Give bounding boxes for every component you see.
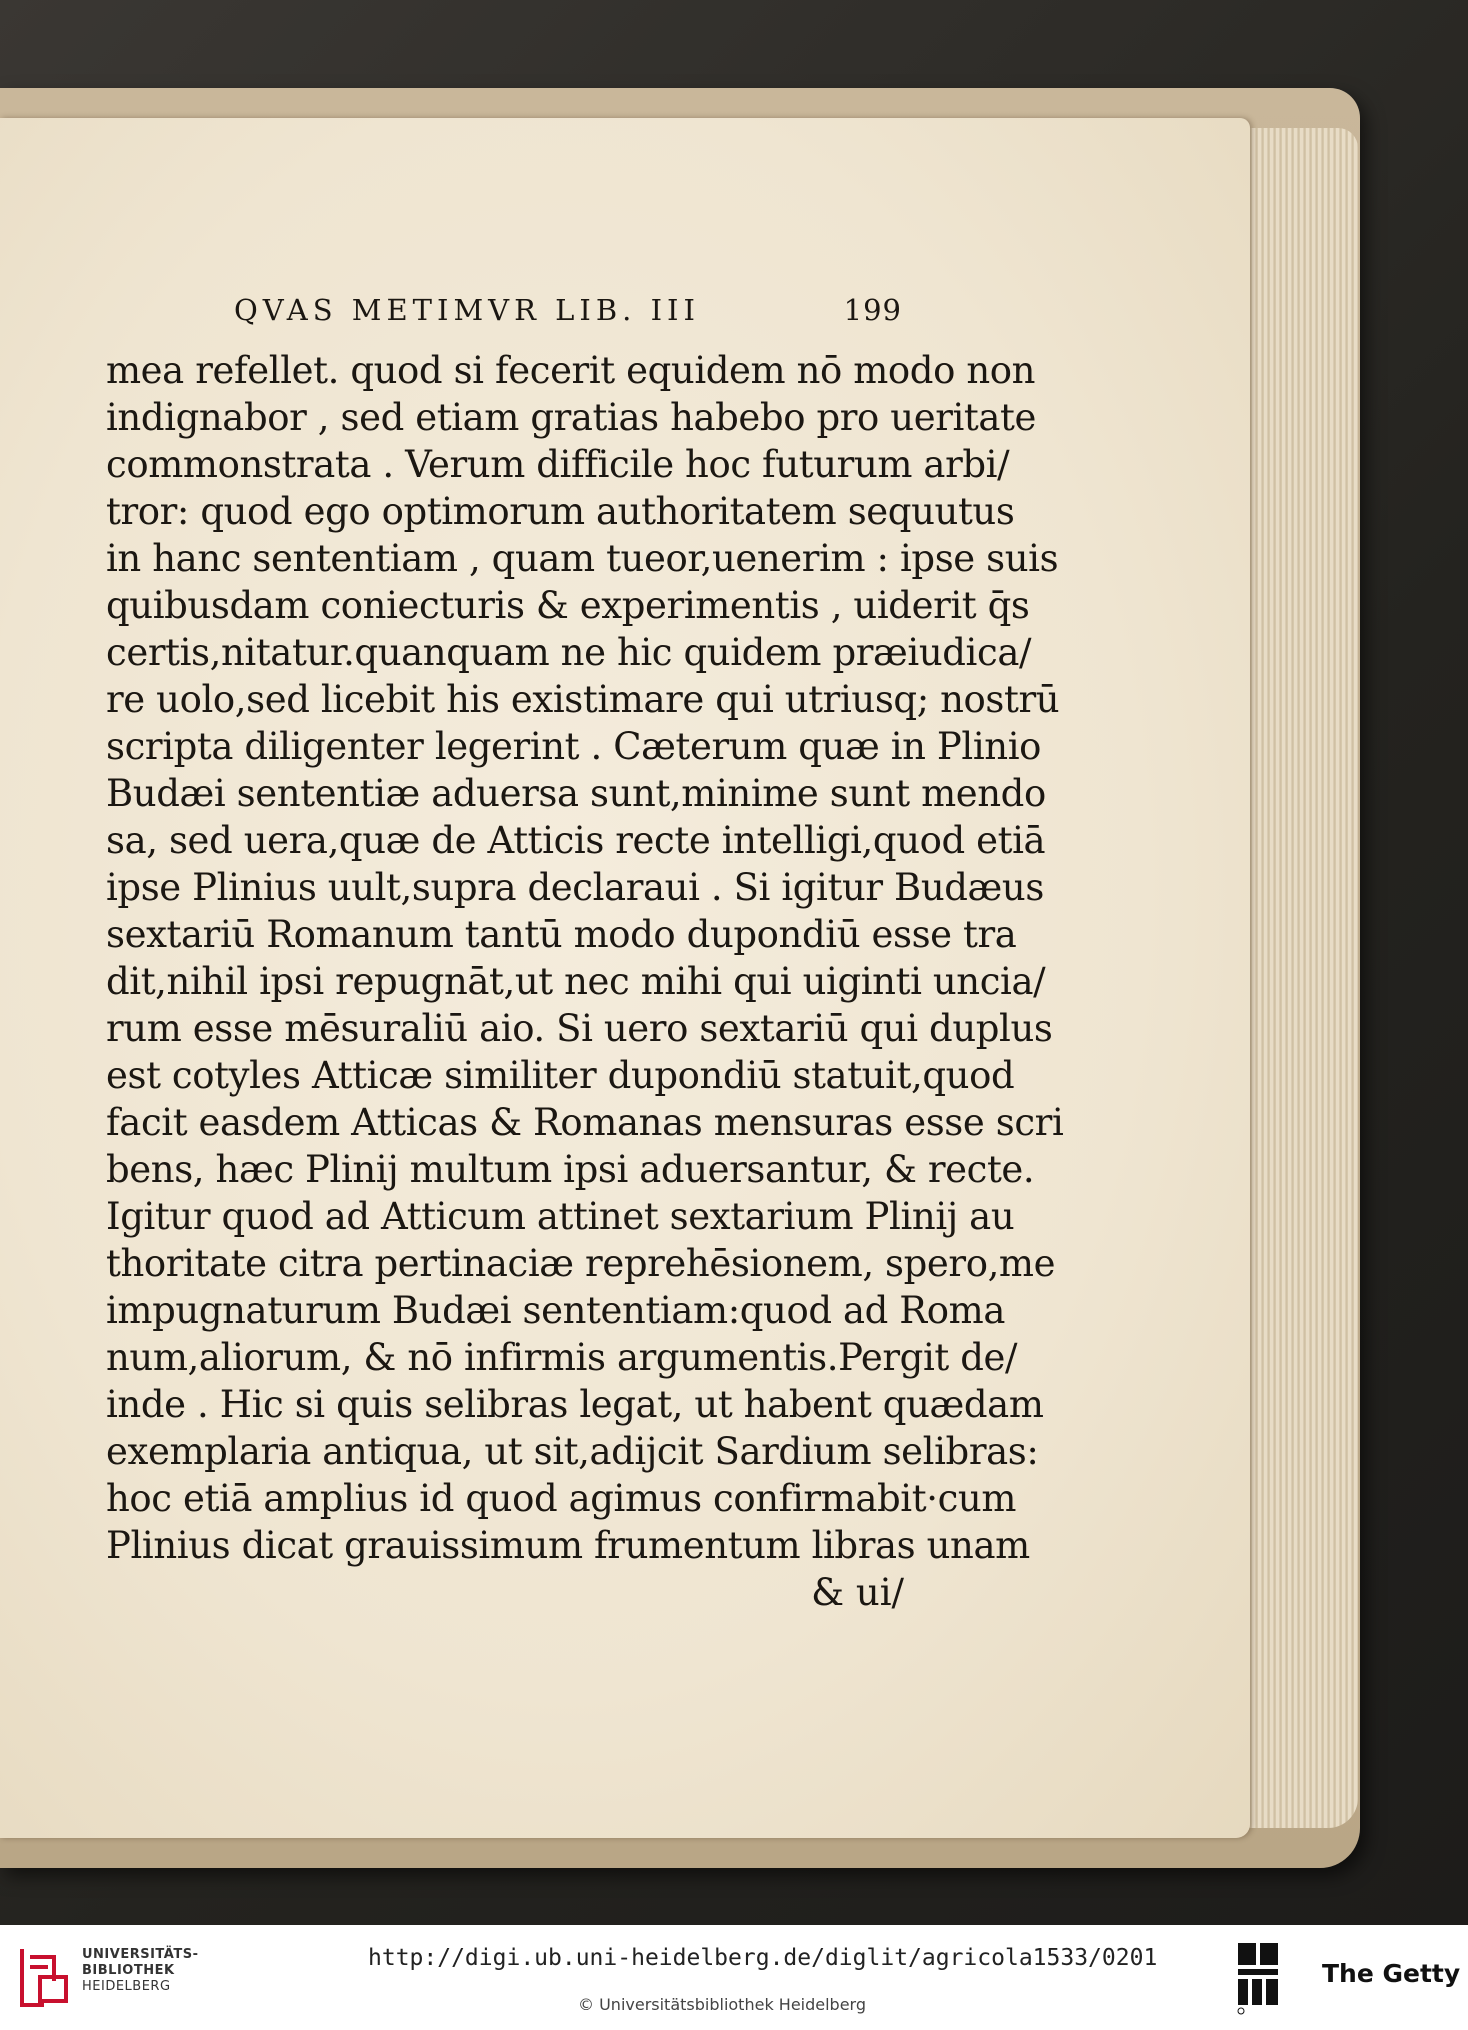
partner-name: The Getty — [1322, 1959, 1461, 1988]
library-name-line: UNIVERSITÄTS- — [82, 1947, 199, 1962]
text-line: commonstrata . Verum difficile hoc futurum arbi/ — [106, 443, 1010, 486]
copyright-notice: © Universitätsbibliothek Heidelberg — [578, 1995, 867, 2014]
book-page — [0, 118, 1250, 1838]
text-line: inde . Hic si quis selibras legat, ut habent quædam — [106, 1383, 1044, 1426]
text-line: sa, sed uera,quæ de Atticis recte intelligi,quod etiā — [106, 819, 1046, 862]
running-head — [106, 293, 906, 343]
library-city: HEIDELBERG — [82, 1979, 171, 1994]
text-line: hoc etiā amplius id quod agimus confirmabit·cum — [106, 1477, 1017, 1520]
text-line: quibusdam coniecturis & experimentis , uiderit q̄s — [106, 584, 1030, 627]
text-line: impugnaturum Budæi sententiam:quod ad Roma — [106, 1289, 1005, 1332]
text-line: certis,nitatur.quanquam ne hic quidem præiudica/ — [106, 631, 1032, 674]
text-line: thoritate citra pertinaciæ reprehēsionem, spero,me — [106, 1242, 1056, 1285]
text-line: est cotyles Atticæ similiter dupondiū statuit,quod — [106, 1054, 1015, 1097]
text-block — [106, 347, 1064, 1569]
university-library-logo-icon — [14, 1941, 74, 2013]
text-line: Igitur quod ad Atticum attinet sextarium Plinij au — [106, 1195, 1015, 1238]
library-name-line: BIBLIOTHEK — [82, 1963, 175, 1978]
text-line: tror: quod ego optimorum authoritatem sequutus — [106, 490, 1015, 533]
page-text-area — [106, 293, 1064, 1616]
page-number: 199 — [843, 293, 902, 327]
catchword: & ui/ — [811, 1571, 904, 1614]
viewer-footer — [0, 1925, 1468, 2030]
running-head-title: QVAS METIMVR LIB. III — [234, 293, 700, 327]
text-line: exemplaria antiqua, ut sit,adijcit Sardium selibras: — [106, 1430, 1039, 1473]
text-line: mea refellet. quod si fecerit equidem nō modo non — [106, 349, 1036, 392]
text-line: scripta diligenter legerint . Cæterum quæ in Plinio — [106, 725, 1042, 768]
text-line: indignabor , sed etiam gratias habebo pro ueritate — [106, 396, 1037, 439]
text-line: num,aliorum, & nō infirmis argumentis.Pergit de/ — [106, 1336, 1018, 1379]
page-edges — [1240, 128, 1358, 1828]
text-line: dit,nihil ipsi repugnāt,ut nec mihi qui uiginti uncia/ — [106, 960, 1046, 1003]
library-name — [82, 1947, 198, 1995]
text-line: sextariū Romanum tantū modo dupondiū esse tra — [106, 913, 1017, 956]
text-line: Budæi sententiæ aduersa sunt,minime sunt mendo — [106, 772, 1046, 815]
text-line: Plinius dicat grauissimum frumentum libras unam — [106, 1524, 1030, 1567]
text-line: rum esse mēsuraliū aio. Si uero sextariū qui duplus — [106, 1007, 1053, 1050]
text-line: in hanc sententiam , quam tueor,uenerim : ipse suis — [106, 537, 1059, 580]
text-line: facit easdem Atticas & Romanas mensuras esse scri — [106, 1101, 1064, 1144]
permalink-url[interactable]: http://digi.ub.uni-heidelberg.de/diglit/agricola1533/0201 — [368, 1945, 1158, 1971]
getty-logo-icon — [1236, 1941, 1282, 2015]
text-line: ipse Plinius uult,supra declaraui . Si igitur Budæus — [106, 866, 1044, 909]
text-line: re uolo,sed licebit his existimare qui utriusq; nostrū — [106, 678, 1060, 721]
text-line: bens, hæc Plinij multum ipsi aduersantur, & recte. — [106, 1148, 1035, 1191]
